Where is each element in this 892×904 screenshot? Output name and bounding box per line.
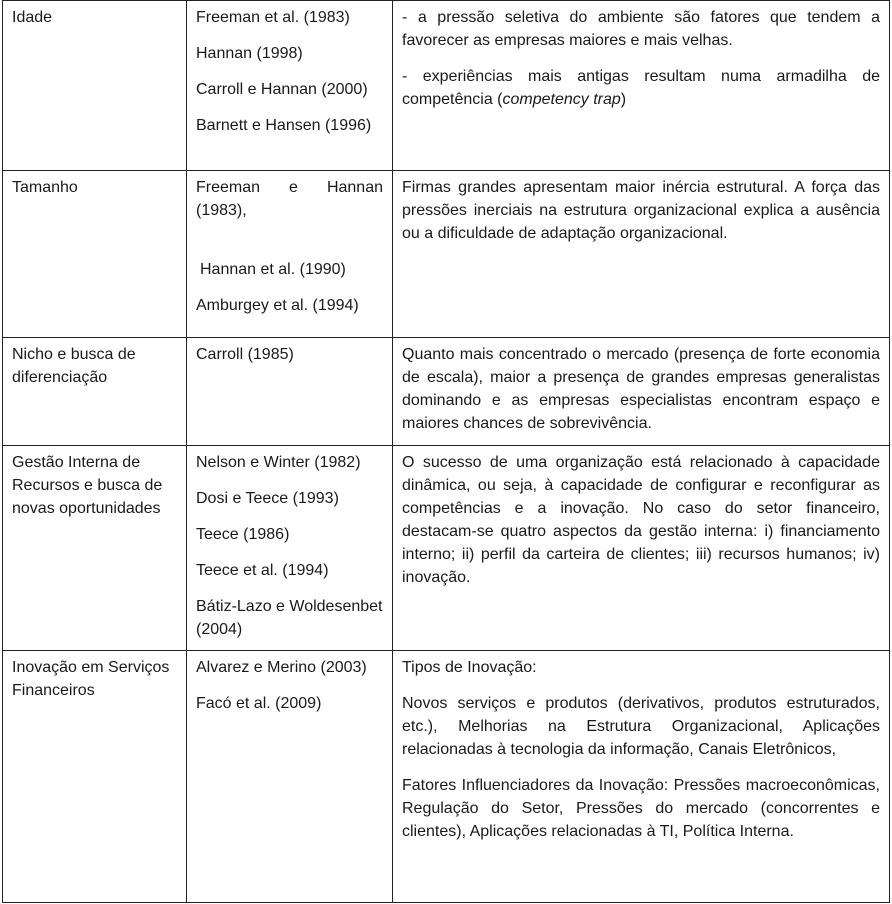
factor-label: Inovação em Serviços Financeiros	[12, 659, 170, 699]
authors-cell	[187, 651, 393, 903]
description-text: Novos serviços e produtos (derivativos, produtos estruturados, etc.), Melhorias na Estrutura Organizacional, Aplicações relacionadas à tecnologia da informação, Canais Eletrônicos,	[402, 695, 880, 758]
table-row	[3, 171, 890, 338]
author-ref: Teece (1986)	[196, 526, 290, 543]
factor-cell	[3, 651, 187, 903]
description-cell	[393, 1, 890, 171]
table-row	[3, 651, 890, 903]
factor-cell	[3, 1, 187, 171]
authors-cell	[187, 1, 393, 171]
factor-label: Nicho e busca de diferenciação	[12, 346, 136, 386]
factor-cell	[3, 171, 187, 338]
description-cell	[393, 651, 890, 903]
description-text: Fatores Influenciadores da Inovação: Pressões macroeconômicas, Regulação do Setor, Pressões do mercado (concorrentes e clientes), Aplicações relacionadas à TI, Política Interna.	[402, 777, 880, 840]
author-ref: Dosi e Teece (1993)	[196, 490, 339, 507]
description-text: Quanto mais concentrado o mercado (presença de forte economia de escala), maior a presença de grandes empresas generalistas dominando e as empresas especialistas encontram espaço e maiores chances de sobrevivência.	[402, 346, 880, 432]
italic-term: competency trap	[502, 91, 621, 108]
author-ref: Amburgey et al. (1994)	[196, 297, 359, 314]
description-cell	[393, 446, 890, 651]
author-ref: Facó et al. (2009)	[196, 695, 322, 712]
description-text: Tipos de Inovação:	[402, 659, 537, 676]
description-text: Firmas grandes apresentam maior inércia estrutural. A força das pressões inerciais na estrutura organizacional explica a ausência ou a dificuldade de adaptação organizacional.	[402, 179, 880, 242]
author-ref: Carroll e Hannan (2000)	[196, 81, 368, 98]
factor-label: Idade	[12, 9, 53, 26]
author-ref: Carroll (1985)	[196, 346, 294, 363]
author-ref: Hannan et al. (1990)	[200, 261, 346, 278]
author-ref: Freeman e Hannan (1983),	[196, 179, 383, 219]
authors-cell	[187, 446, 393, 651]
description-fragment: - experiências mais antigas resultam numa armadilha de competência (	[402, 68, 880, 108]
description-cell	[393, 171, 890, 338]
description-text: - a pressão seletiva do ambiente são fatores que tendem a favorecer as empresas maiores e mais velhas.	[402, 9, 880, 49]
authors-cell	[187, 338, 393, 446]
factor-label: Gestão Interna de Recursos e busca de novas oportunidades	[12, 454, 163, 517]
author-ref: Alvarez e Merino (2003)	[196, 659, 367, 676]
description-fragment: )	[620, 91, 627, 108]
literature-table	[2, 0, 890, 903]
authors-cell	[187, 171, 393, 338]
author-ref: Freeman et al. (1983)	[196, 9, 350, 26]
factor-cell	[3, 338, 187, 446]
factor-cell	[3, 446, 187, 651]
author-ref: Bátiz-Lazo e Woldesenbet (2004)	[196, 598, 383, 638]
author-ref: Barnett e Hansen (1996)	[196, 117, 372, 134]
table-row	[3, 1, 890, 171]
description-text: O sucesso de uma organização está relacionado à capacidade dinâmica, ou seja, à capacidade de configurar e reconfigurar as competências e a inovação. No caso do setor financeiro, destacam-se quatro aspectos da gestão interna: i) financiamento interno; ii) perfil da carteira de clientes; iii) recursos humanos; iv) inovação.	[402, 454, 880, 586]
description-text	[402, 65, 880, 111]
table-row	[3, 338, 890, 446]
author-ref: Teece et al. (1994)	[196, 562, 329, 579]
table-row	[3, 446, 890, 651]
author-ref: Nelson e Winter (1982)	[196, 454, 361, 471]
factor-label: Tamanho	[12, 179, 78, 196]
author-ref: Hannan (1998)	[196, 45, 303, 62]
description-cell	[393, 338, 890, 446]
